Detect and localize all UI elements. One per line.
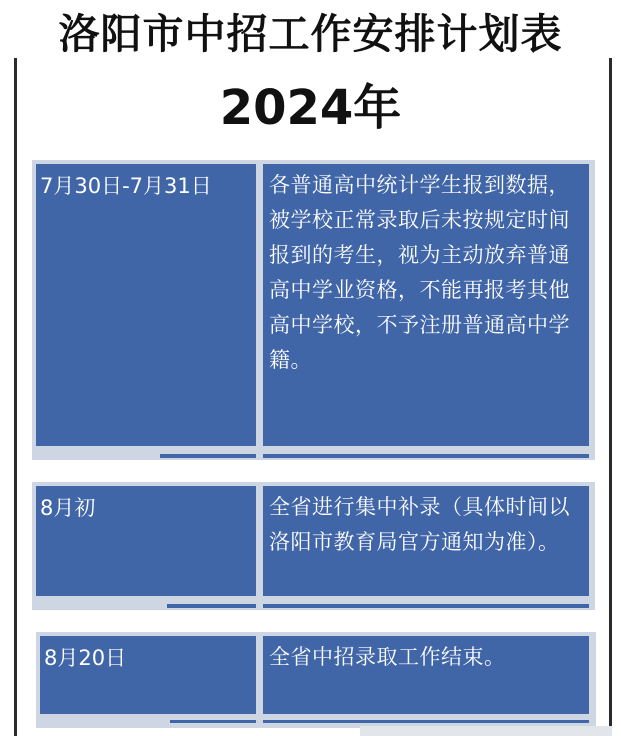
page-frame-right <box>609 58 612 736</box>
schedule-row-3-description: 全省中招录取工作结束。 <box>263 636 589 714</box>
page-frame-left <box>14 58 17 736</box>
row-3-underline-right <box>263 720 589 723</box>
schedule-row-1-date: 7月30日-7月31日 <box>36 164 256 446</box>
row-1-underline-left <box>160 454 256 458</box>
schedule-row-2-date: 8月初 <box>36 486 256 596</box>
row-3-underline-left <box>170 720 256 723</box>
row-2-underline-left <box>167 604 256 608</box>
row-1-underline-right <box>263 454 589 458</box>
schedule-row-2-description: 全省进行集中补录（具体时间以洛阳市教育局官方通知为准）。 <box>263 486 589 596</box>
schedule-row-1-description: 各普通高中统计学生报到数据，被学校正常录取后未按规定时间报到的考生，视为主动放弃普通高中学业资格，不能再报考其他高中学校，不予注册普通高中学籍。 <box>263 164 589 446</box>
footer-strip <box>360 726 612 736</box>
row-2-underline-right <box>263 604 589 608</box>
page-title: 洛阳市中招工作安排计划表 <box>58 10 563 58</box>
page-year: 2024年 <box>219 80 402 136</box>
schedule-row-3-date: 8月20日 <box>40 636 256 714</box>
